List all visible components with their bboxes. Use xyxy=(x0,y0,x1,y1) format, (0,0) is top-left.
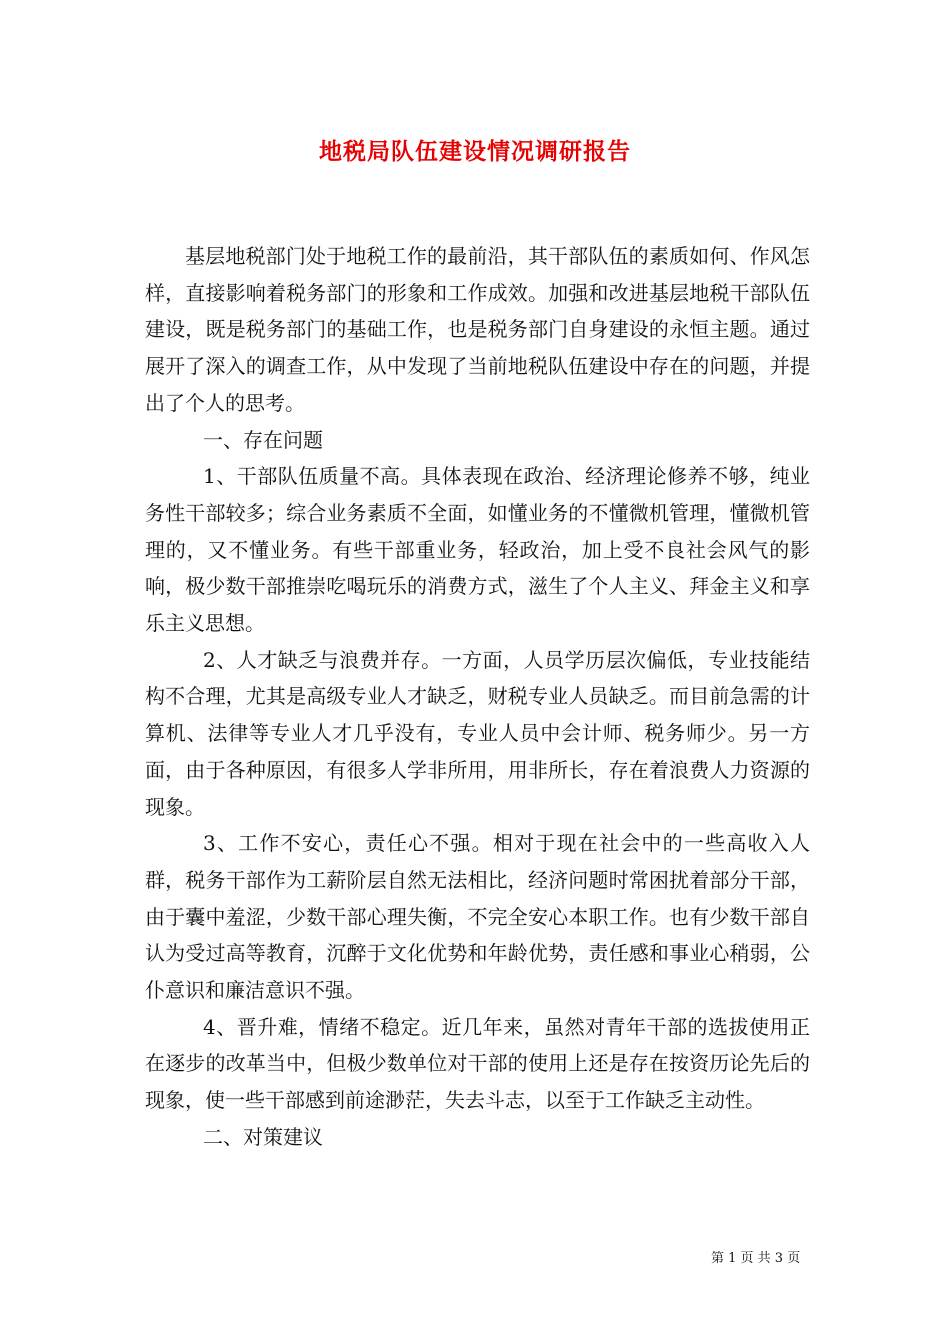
section-heading-suggestions: 二、对策建议 xyxy=(203,1124,323,1149)
section-heading-problems: 一、存在问题 xyxy=(203,427,323,452)
problem-item-4: 4、晋升难，情绪不稳定。近几年来，虽然对青年干部的选拔使用正在逐步的改革当中，但极少数单位对干部的使用上还是存在按资历论先后的现象，使一些干部感到前途渺茫，失去斗志，以至于工作缺乏主动性。 xyxy=(145,1014,810,1113)
document-body xyxy=(145,238,810,1156)
problem-item-3: 3、工作不安心，责任心不强。相对于现在社会中的一些高收入人群，税务干部作为工薪阶层自然无法相比，经济问题时常困扰着部分干部，由于囊中羞涩，少数干部心理失衡，不完全安心本职工作。也有少数干部自认为受过高等教育，沉醉于文化优势和年龄优势，责任感和事业心稍弱，公仆意识和廉洁意识不强。 xyxy=(145,831,810,1003)
problem-item-2: 2、人才缺乏与浪费并存。一方面，人员学历层次偏低，专业技能结构不合理，尤其是高级专业人才缺乏，财税专业人员缺乏。而目前急需的计算机、法律等专业人才几乎没有，专业人员中会计师、税务师少。另一方面，由于各种原因，有很多人学非所用，用非所长，存在着浪费人力资源的现象。 xyxy=(145,647,810,819)
document-title: 地税局队伍建设情况调研报告 xyxy=(319,138,631,165)
problem-item-1: 1、干部队伍质量不高。具体表现在政治、经济理论修养不够，纯业务性干部较多；综合业务素质不全面，如懂业务的不懂微机管理，懂微机管理的，又不懂业务。有些干部重业务，轻政治，加上受不良社会风气的影响，极少数干部推崇吃喝玩乐的消费方式，滋生了个人主义、拜金主义和享乐主义思想。 xyxy=(145,464,810,636)
intro-paragraph: 基层地税部门处于地税工作的最前沿，其干部队伍的素质如何、作风怎样，直接影响着税务部门的形象和工作成效。加强和改进基层地税干部队伍建设，既是税务部门的基础工作，也是税务部门自身建设的永恒主题。通过展开了深入的调查工作，从中发现了当前地税队伍建设中存在的问题，并提出了个人的思考。 xyxy=(145,244,810,415)
page-number-footer: 第 1 页 共 3 页 xyxy=(711,1251,801,1266)
